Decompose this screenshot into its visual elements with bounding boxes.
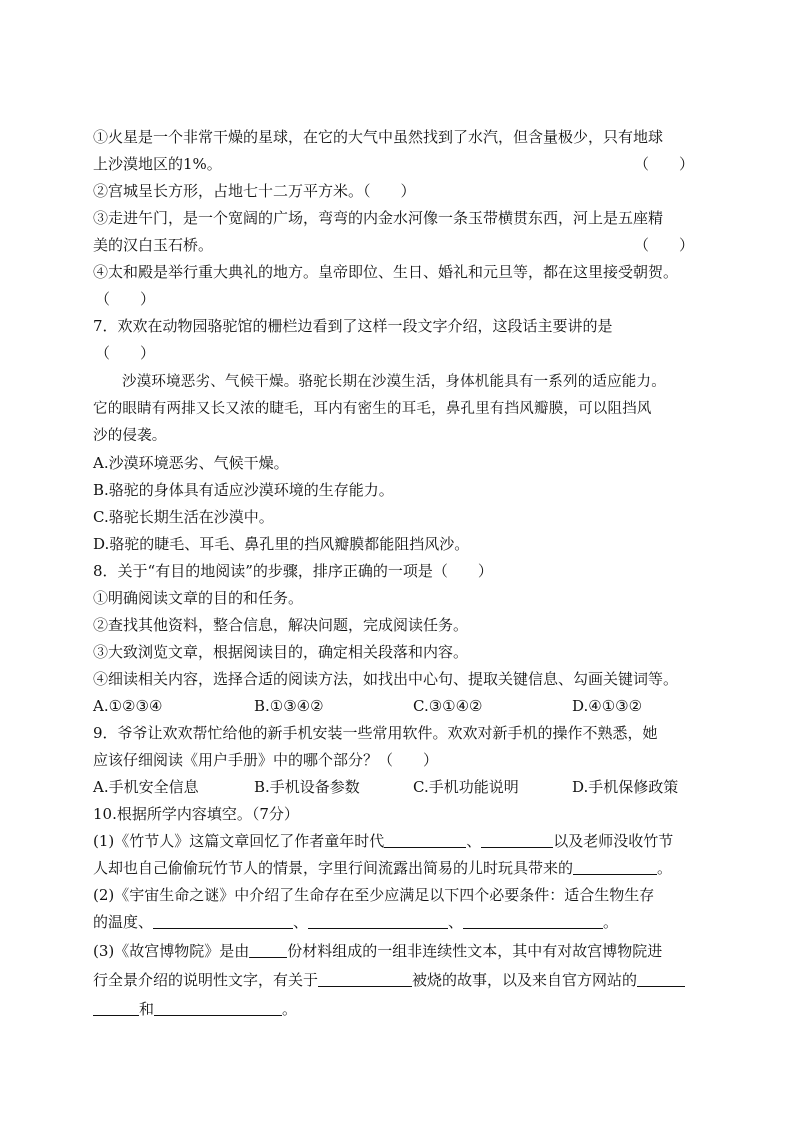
q10-part-1-line-2 <box>93 858 703 878</box>
fill-blank[interactable] <box>93 999 139 1016</box>
q10-part-3-text-b: 份材料组成的一组非连续性文本，其中有对故宫博物院进 <box>287 942 663 960</box>
q7-passage-line-1: 沙漠环境恶劣、气候干燥。骆驼长期在沙漠生活，身体机能具有一系列的适应能力。 <box>122 374 666 390</box>
q10-part-1-text-a: (1)《竹节人》这篇文章回忆了作者童年时代 <box>93 832 385 850</box>
q6-sentence-2: ②宫城呈长方形，占地七十二万平方米。（ ） <box>93 182 416 200</box>
q10-stem: 10.根据所学内容填空。（7分） <box>93 805 299 823</box>
fill-blank[interactable] <box>463 912 603 929</box>
q9-option-c[interactable]: C.手机功能说明 <box>413 778 519 796</box>
q6-sentence-1-line-1: ①火星是一个非常干燥的星球，在它的大气中虽然找到了水汽，但含量极少，只有地球 <box>93 128 664 146</box>
q7-option-d[interactable]: D.骆驼的睫毛、耳毛、鼻孔里的挡风瓣膜都能阻挡风沙。 <box>93 535 470 553</box>
q10-part-3-text-d: 被烧的故事，以及来自官方网站的 <box>412 971 638 989</box>
q10-part-2-text-d: 、 <box>448 913 464 931</box>
q10-part-1-text-e: 。 <box>657 859 673 877</box>
q8-step-2: ②查找其他资料，整合信息，解决问题，完成阅读任务。 <box>93 616 469 634</box>
q8-option-c[interactable]: C.③①④② <box>413 697 483 715</box>
q10-part-3-text-a: (3)《故宫博物院》是由 <box>93 942 250 960</box>
q7-passage-line-2: 它的眼睛有两排又长又浓的睫毛，耳内有密生的耳毛，鼻孔里有挡风瓣膜，可以阻挡风 <box>93 401 652 417</box>
q9-option-b[interactable]: B.手机设备参数 <box>254 778 360 796</box>
q9-option-d[interactable]: D.手机保修政策 <box>572 778 679 796</box>
q7-option-b[interactable]: B.骆驼的身体具有适应沙漠环境的生存能力。 <box>93 481 394 499</box>
q10-part-3-line-1 <box>93 941 703 961</box>
q6-sentence-3-line-1: ③走进午门，是一个宽阔的广场，弯弯的内金水河像一条玉带横贯东西，河上是五座精 <box>93 209 664 227</box>
q9-stem-line-1: 9．爷爷让欢欢帮忙给他的新手机安装一些常用软件。欢欢对新手机的操作不熟悉，她 <box>93 724 658 742</box>
q8-stem: 8．关于“有目的地阅读”的步骤，排序正确的一项是（ ） <box>93 562 493 580</box>
fill-blank[interactable] <box>384 831 466 848</box>
q10-part-1-text-c: 以及老师没收竹节 <box>553 832 674 850</box>
q10-part-2-line-2 <box>93 912 703 932</box>
q10-part-1-line-1 <box>93 831 703 851</box>
q10-part-2-text-b: 的温度、 <box>93 913 154 931</box>
q10-part-1-text-d: 人却也自己偷偷玩竹节人的情景，字里行间流露出简易的儿时玩具带来的 <box>93 859 574 877</box>
q10-part-3-text-f: 。 <box>282 1000 298 1018</box>
q7-option-c[interactable]: C.骆驼长期生活在沙漠中。 <box>93 508 274 526</box>
q6-sentence-4-line-1: ④太和殿是举行重大典礼的地方。皇帝即位、生日、婚礼和元旦等，都在这里接受朝贺。 <box>93 263 679 281</box>
q10-part-3-line-3 <box>93 999 703 1019</box>
q8-step-1: ①明确阅读文章的目的和任务。 <box>93 589 304 607</box>
answer-paren[interactable]: （ ） <box>634 236 695 254</box>
answer-paren[interactable]: （ ） <box>95 344 156 362</box>
fill-blank[interactable] <box>573 858 657 875</box>
q8-option-a[interactable]: A.①②③④ <box>93 697 163 715</box>
fill-blank[interactable] <box>637 970 685 987</box>
q8-step-3: ③大致浏览文章，根据阅读目的，确定相关段落和内容。 <box>93 643 469 661</box>
q10-part-2-text-c: 、 <box>293 913 309 931</box>
fill-blank[interactable] <box>153 912 293 929</box>
fill-blank[interactable] <box>308 912 448 929</box>
q10-part-3-text-e: 和 <box>139 1000 155 1018</box>
q9-option-a[interactable]: A.手机安全信息 <box>93 778 199 796</box>
q10-part-3-line-2 <box>93 970 703 990</box>
fill-blank[interactable] <box>481 831 553 848</box>
q8-option-b[interactable]: B.①③④② <box>254 697 324 715</box>
q10-part-2-line-1: (2)《宇宙生命之谜》中介绍了生命存在至少应满足以下四个必要条件：适合生物生存 <box>93 886 655 904</box>
q10-part-3-text-c: 行全景介绍的说明性文字，有关于 <box>93 971 319 989</box>
fill-blank[interactable] <box>154 999 282 1016</box>
q7-passage-line-3: 沙的侵袭。 <box>93 428 167 444</box>
fill-blank[interactable] <box>318 970 412 987</box>
answer-paren[interactable]: （ ） <box>634 155 695 173</box>
q7-option-a[interactable]: A.沙漠环境恶劣、气候干燥。 <box>93 454 289 472</box>
q6-sentence-1-line-2: 上沙漠地区的1%。 <box>93 155 222 173</box>
q6-sentence-3-line-2: 美的汉白玉石桥。 <box>93 236 214 254</box>
q10-part-1-text-b: 、 <box>466 832 482 850</box>
q8-option-d[interactable]: D.④①③② <box>572 697 643 715</box>
answer-paren[interactable]: （ ） <box>95 290 156 308</box>
q9-stem-line-2: 应该仔细阅读《用户手册》中的哪个部分？（ ） <box>93 751 439 769</box>
q8-step-4: ④细读相关内容，选择合适的阅读方法，如找出中心句、提取关键信息、勾画关键词等。 <box>93 670 679 688</box>
q7-stem: 7．欢欢在动物园骆驼馆的栅栏边看到了这样一段文字介绍，这段话主要讲的是 <box>93 317 613 335</box>
fill-blank[interactable] <box>249 941 287 958</box>
q10-part-2-text-e: 。 <box>603 913 619 931</box>
